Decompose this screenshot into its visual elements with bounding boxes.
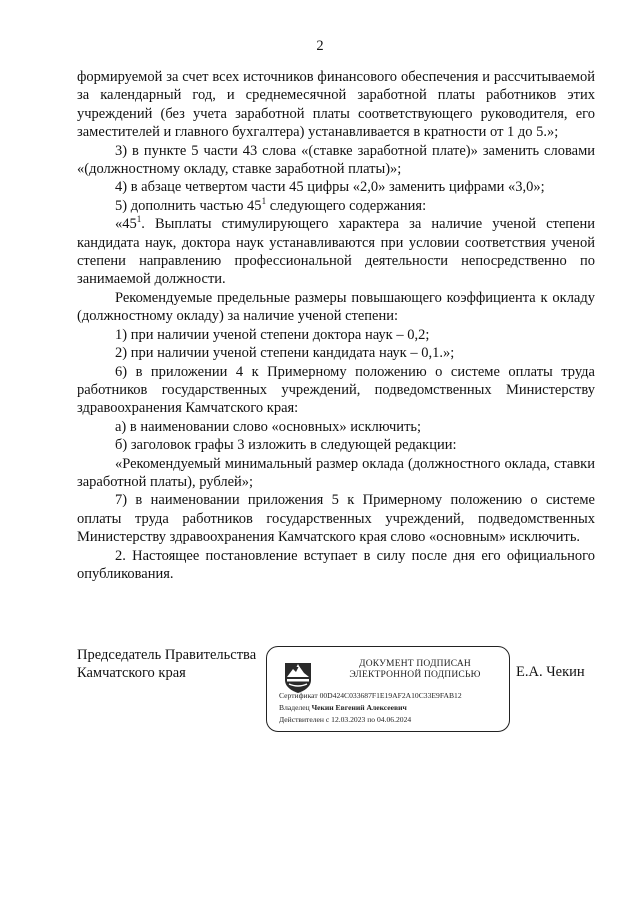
stamp-title [331,659,499,681]
paragraph-item-5-tail: следующего содержания: [266,197,427,214]
document-body [77,68,595,583]
page-number: 2 [316,38,324,54]
kamchatka-emblem-icon [283,660,313,694]
part-number: «45 [115,216,137,233]
paragraph-item-4: 4) в абзаце четвертом части 45 цифры «2,0» заменить цифрами «3,0»; [115,179,545,196]
stamp-certificate [279,691,462,700]
signatory-position [77,646,256,683]
stamp-valid-from: 12.03.2023 [331,715,366,724]
paragraph-item-6b: б) заголовок графы 3 изложить в следующей редакции: [115,437,457,454]
paragraph-item-5-text: 5) дополнить частью 45 [115,197,262,214]
stamp-valid-to-label: по [367,715,376,724]
electronic-signature-stamp [266,646,510,732]
paragraph-part-45-1 [77,215,595,289]
paragraph-column-title: «Рекомендуемый минимальный размер оклада (должностного оклада, ставки заработной платы), рублей»; [77,455,595,490]
stamp-owner [279,703,407,712]
superscript: 1 [136,214,142,225]
paragraph-candidate: 2) при наличии ученой степени кандидата наук – 0,1.»; [115,345,455,362]
stamp-title-line1: ДОКУМЕНТ ПОДПИСАН [359,659,471,669]
paragraph-doctor: 1) при наличии ученой степени доктора наук – 0,2; [115,326,430,343]
paragraph-continuation: формируемой за счет всех источников финансового обеспечения и рассчитываемой за календарный год, и среднемесячной заработной платы работников этих учреждений (без учета заработной платы соответствующего руководителя, его заместителей и главного бухгалтера) устанавливается в кратности от 1 до 5.»; [77,69,595,141]
part-text: . Выплаты стимулирующего характера за наличие ученой степени кандидата наук, доктора наук устанавливаются при условии соответствия ученой степени направлению профессиональной деятельности непосредственно по занимаемой должности. [77,216,595,288]
signatory-position-line2: Камчатского края [77,665,186,682]
signatory-position-line1: Председатель Правительства [77,647,257,663]
paragraph-item-5 [77,197,595,215]
stamp-owner-value: Чекин Евгений Алексеевич [311,703,407,712]
stamp-owner-label: Владелец [279,703,310,712]
paragraph-effective: 2. Настоящее постановление вступает в силу после дня его официального опубликования. [77,547,595,582]
paragraph-item-7: 7) в наименовании приложения 5 к Примерному положению о системе оплаты труда работников государственных учреждений, подведомственных Министерству здравоохранения Камчатского края слово «основным» исключить. [77,492,595,546]
signatory-name: Е.А. Чекин [516,664,585,680]
stamp-valid-to: 04.06.2024 [377,715,412,724]
paragraph-item-6a: а) в наименовании слово «основных» исключить; [115,418,422,435]
paragraph-recommended: Рекомендуемые предельные размеры повышающего коэффициента к окладу (должностному окладу) за наличие ученой степени: [77,289,595,325]
paragraph-item-6: 6) в приложении 4 к Примерному положению о системе оплаты труда работников государственных учреждений, подведомственных Министерству здравоохранения Камчатского края: [77,363,595,417]
superscript: 1 [261,196,267,207]
stamp-certificate-label: Сертификат [279,691,318,700]
stamp-title-line2: ЭЛЕКТРОННОЙ ПОДПИСЬЮ [349,670,481,680]
stamp-valid-label: Действителен с [279,715,330,724]
stamp-validity [279,715,411,724]
paragraph-item-3: 3) в пункте 5 части 43 слова «(ставке заработной плате)» заменить словами «(должностному окладу, ставке заработной платы)»; [77,142,595,178]
stamp-certificate-value: 00D424C033687F1E19AF2A10C33E9FAB12 [319,691,462,700]
